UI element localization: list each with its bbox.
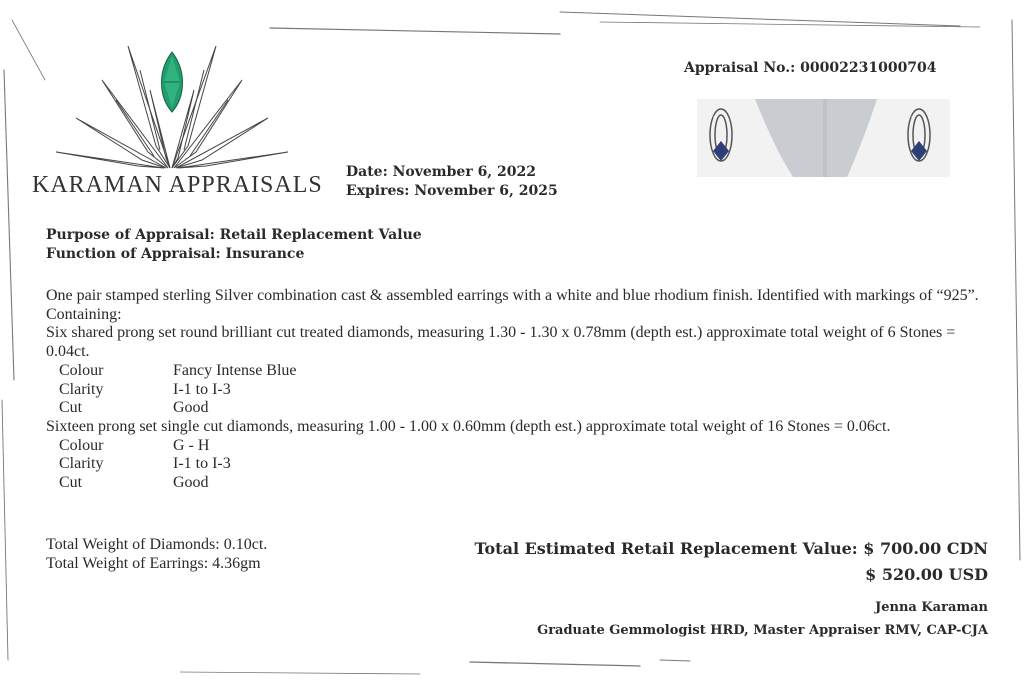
containing-label: Containing: [46,305,122,323]
weight-totals [46,535,267,573]
stones1-description: Six shared prong set round brilliant cut treated diamonds, measuring 1.30 - 1.30 x 0.78mm (depth est.) approximate total weight of 6 Stones = 0.04ct. [46,324,956,361]
description-intro: One pair stamped sterling Silver combination cast & assembled earrings with a white and blue rhodium finish. Identified with markings of “925”. [46,287,979,304]
spec-row [46,399,996,418]
item-description [46,287,996,493]
purpose-block [46,226,422,264]
appraiser-name: Jenna Karaman [875,600,988,615]
spec-row [46,455,996,474]
emerald-lotus-icon [56,40,288,170]
valuation-block [474,536,988,588]
spec-value: I-1 to I-3 [173,455,231,473]
earrings-photo [697,99,950,177]
spec-value: I-1 to I-3 [173,380,231,398]
spec-value: Good [173,474,209,492]
signature-block [537,596,988,642]
spec-value: G - H [173,436,210,454]
spec-value: Good [173,399,209,417]
spec-label: Colour [59,361,104,379]
spec-label: Clarity [59,455,104,473]
spec-row [46,362,996,381]
appraisal-number: Appraisal No.: 00002231000704 [684,60,937,76]
spec-label: Cut [59,474,83,492]
value-usd: $ 520.00 USD [865,565,988,584]
spec-label: Colour [59,436,104,454]
spec-row [46,474,996,493]
spec-label: Cut [59,399,83,417]
company-logo [28,40,323,210]
spec-value: Fancy Intense Blue [173,361,297,379]
function-line: Function of Appraisal: Insurance [46,246,305,262]
spec-row [46,381,996,400]
total-earring-weight: Total Weight of Earrings: 4.36gm [46,555,261,572]
appraisal-date: Date: November 6, 2022 [346,164,537,180]
value-cdn: Total Estimated Retail Replacement Value: $ 700.00 CDN [474,539,988,558]
total-diamond-weight: Total Weight of Diamonds: 0.10ct. [46,536,268,553]
appraiser-credentials: Graduate Gemmologist HRD, Master Appraiser RMV, CAP-CJA [537,623,988,638]
spec-row [46,437,996,456]
expiry-date: Expires: November 6, 2025 [346,183,558,199]
stones2-description: Sixteen prong set single cut diamonds, measuring 1.00 - 1.00 x 0.60mm (depth est.) approximate total weight of 16 Stones = 0.06ct. [46,417,891,435]
purpose-line: Purpose of Appraisal: Retail Replacement Value [46,227,422,243]
company-name: KARAMAN APPRAISALS [32,172,323,198]
date-block [346,163,558,201]
spec-label: Clarity [59,380,104,398]
